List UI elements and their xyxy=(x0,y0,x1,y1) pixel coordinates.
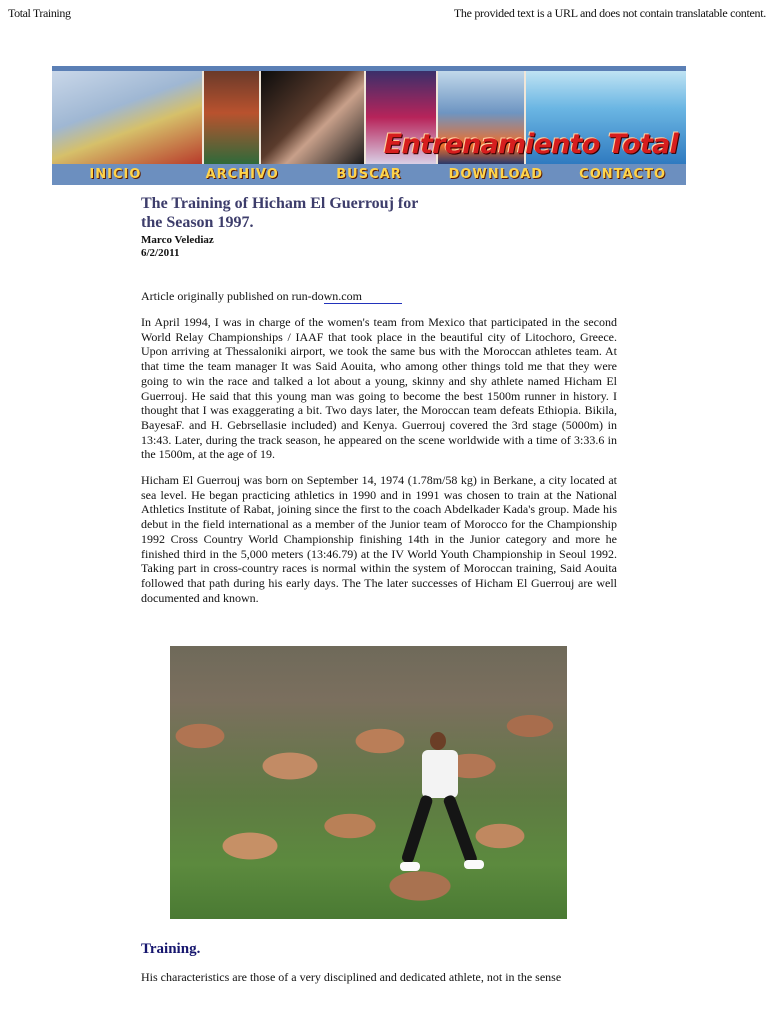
article-paragraph-2: Hicham El Guerrouj was born on September 14, 1974 (1.78m/58 kg) in Berkane, a city located at sea level. He began practicing athletics in 1990 and in 1991 was chosen to train at the National Athletics Institute of Rabat, joining since the first to the coach Abdelkader Kada's group. Made his debut in the field international as a member of the Junior team of Morocco for the Championship 1992 Cross Country World Championship finishing 14th in the Junior category and more he finished third in the 5,000 meters (13:46.79) at the IV World Youth Championship in Seoul 1992. Taking part in cross-country races is normal within the system of Moroccan training, Said Aouita followed that path during his early days. The The later successes of Hicham El Guerrouj are well documented and known. xyxy=(141,473,617,605)
nav-archivo[interactable]: ARCHIVO xyxy=(205,167,279,182)
site-header-title: Total Training xyxy=(8,6,71,20)
runner-with-sheep-photo xyxy=(170,646,567,919)
article-origin xyxy=(141,289,617,304)
article-author: Marco Velediaz xyxy=(141,234,214,246)
brand-logo: Entrenamiento Total xyxy=(383,129,678,160)
boxing-photo xyxy=(259,71,364,164)
nav-buscar[interactable]: BUSCAR xyxy=(336,167,402,182)
nav-contacto[interactable]: CONTACTO xyxy=(579,167,667,182)
origin-prefix: Article originally published on run-do xyxy=(141,289,324,303)
article-date: 6/2/2011 xyxy=(141,247,180,259)
main-nav xyxy=(52,164,686,185)
sprinter-photo xyxy=(202,71,259,164)
runner-figure xyxy=(408,726,478,886)
article-paragraph-1: In April 1994, I was in charge of the women's team from Mexico that participated in the second World Relay Championships / IAAF that took place in the beautiful city of Litochoro, Greece. Upon arriving at Thessaloniki airport, we took the same bus with the Moroccan athletes team. At that time the team manager It was Said Aouita, who among other things told me that they were going to win the race and talked a lot about a young, skinny and shy athlete named Hicham El Guerrouj. He said that this young man was going to become the best 1500m runner in history. I thought that I was exaggerating a bit. Two days later, the Moroccan team defeats Ethiopia. Bikila, BayesaF. and H. Gebrsellasie included) and Kenya. Guerrouj covered the 3rd stage (5000m) in 13:43. Later, during the track season, he appeared on the scene worldwide with a time of 3:33.6 in the 1500m, at the age of 19. xyxy=(141,315,617,462)
origin-link[interactable]: wn.com xyxy=(324,289,402,304)
article xyxy=(141,194,617,605)
article-paragraph-3: His characteristics are those of a very disciplined and dedicated athlete, not in the sense xyxy=(141,970,562,984)
volleyball-photo xyxy=(52,71,202,164)
nav-inicio[interactable]: INICIO xyxy=(89,167,142,182)
site-banner xyxy=(52,66,686,185)
section-heading-training: Training. xyxy=(141,941,201,957)
article-title: The Training of Hicham El Guerrouj for the Season 1997. xyxy=(141,195,419,231)
nav-download[interactable]: DOWNLOAD xyxy=(448,167,543,182)
site-header-note: The provided text is a URL and does not contain translatable content. xyxy=(453,6,766,20)
